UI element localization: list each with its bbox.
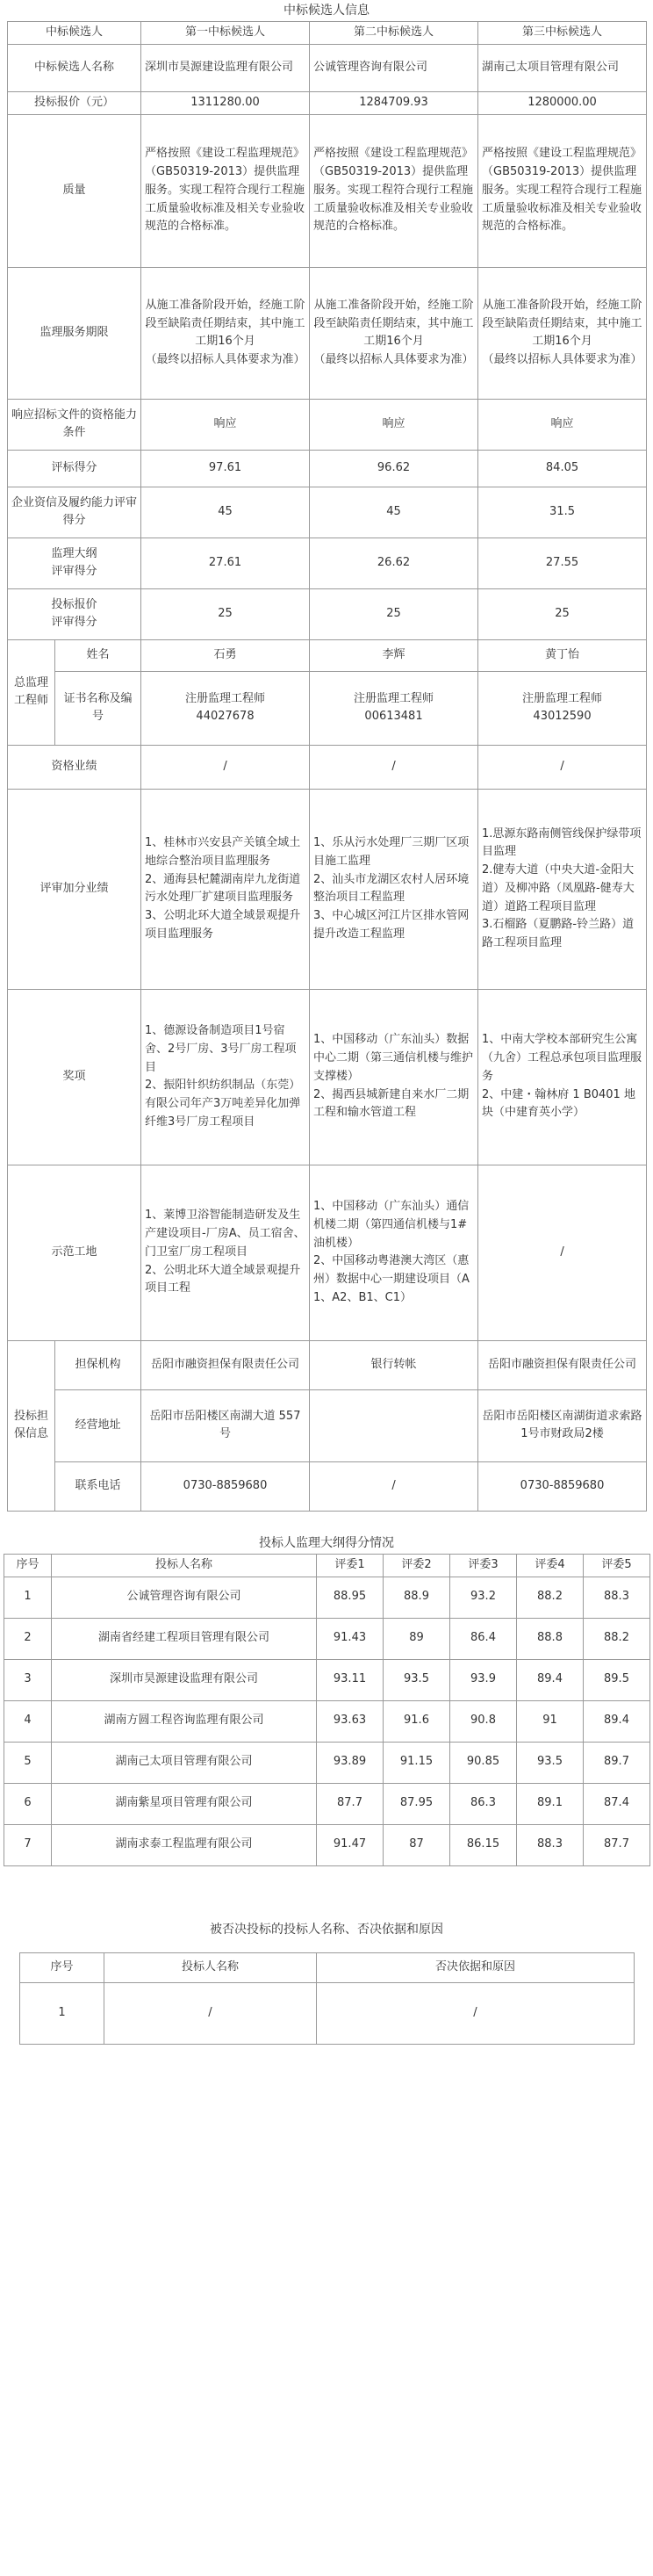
cell: 1284709.93 <box>310 91 478 114</box>
cell: 96.62 <box>310 450 478 487</box>
cell: 93.5 <box>384 1659 450 1700</box>
cell: 89.4 <box>517 1659 584 1700</box>
row-label: 响应招标文件的资格能力条件 <box>8 399 141 450</box>
cell: 31.5 <box>478 487 647 538</box>
cell: 89.1 <box>517 1783 584 1824</box>
table-row <box>8 1340 647 1389</box>
cell: 响应 <box>141 399 310 450</box>
cell: 87.7 <box>584 1824 650 1865</box>
header-cell: 第二中标候选人 <box>310 22 478 45</box>
cell: 86.3 <box>450 1783 517 1824</box>
table-row <box>8 399 647 450</box>
cell: 89.7 <box>584 1742 650 1783</box>
cell: 88.2 <box>584 1618 650 1659</box>
cell: 7 <box>4 1824 52 1865</box>
cell: 1、中国移动（广东汕头）数据中心二期（第三通信机楼与维护支撑楼） 2、揭西县城新建自来水厂二期工程和输水管道工程 <box>310 989 478 1165</box>
cell <box>310 1389 478 1461</box>
cell: 25 <box>310 588 478 639</box>
winner-info-table <box>7 21 647 1512</box>
cell: 90.8 <box>450 1700 517 1742</box>
table-row <box>8 789 647 989</box>
director-group-label: 总监理工程师 <box>8 639 55 745</box>
table-row <box>8 44 647 91</box>
cell: 1280000.00 <box>478 91 647 114</box>
cell: 响应 <box>478 399 647 450</box>
cell: 91 <box>517 1700 584 1742</box>
cell: 26.62 <box>310 538 478 588</box>
cell: 93.9 <box>450 1659 517 1700</box>
cell: 湖南求泰工程监理有限公司 <box>52 1824 317 1865</box>
winner-info-title: 中标候选人信息 <box>283 4 370 18</box>
cell: 严格按照《建设工程监理规范》（GB50319-2013）提供监理服务。实现工程符合现行工程施工质量验收标准及相关专业验收规范的合格标准。 <box>478 114 647 267</box>
table-row <box>4 1742 650 1783</box>
header-cell: 投标人名称 <box>52 1554 317 1577</box>
cell: 84.05 <box>478 450 647 487</box>
cell: 88.2 <box>517 1577 584 1618</box>
table-row <box>4 1783 650 1824</box>
cell: 从施工准备阶段开始，经施工阶段至缺陷责任期结束，其中施工工期16个月 （最终以招标人具体要求为准） <box>141 267 310 399</box>
guarantee-group-label: 投标担保信息 <box>8 1340 55 1511</box>
cell: 86.4 <box>450 1618 517 1659</box>
cell: 从施工准备阶段开始，经施工阶段至缺陷责任期结束，其中施工工期16个月 （最终以招标人具体要求为准） <box>478 267 647 399</box>
cell: 88.8 <box>517 1618 584 1659</box>
table-row <box>4 1577 650 1618</box>
cell: 银行转帐 <box>310 1340 478 1389</box>
cell: 李辉 <box>310 639 478 671</box>
table-row <box>8 588 647 639</box>
cell: 1、中国移动（广东汕头）通信机楼二期（第四通信机楼与1#油机楼） 2、中国移动粤港澳大湾区（惠州）数据中心一期建设项目（A1、A2、B1、C1） <box>310 1165 478 1340</box>
cell: 87.7 <box>317 1783 384 1824</box>
cell: 25 <box>478 588 647 639</box>
cell: 1 <box>20 1982 104 2044</box>
cell: 湖南己太项目管理有限公司 <box>52 1742 317 1783</box>
cell: 2 <box>4 1618 52 1659</box>
cell: 87.95 <box>384 1783 450 1824</box>
cell: 注册监理工程师 44027678 <box>141 671 310 745</box>
table-row <box>8 114 647 267</box>
cell: 27.55 <box>478 538 647 588</box>
row-label: 经营地址 <box>55 1389 141 1461</box>
header-cell: 序号 <box>4 1554 52 1577</box>
table-row <box>4 1618 650 1659</box>
table-row <box>4 1824 650 1865</box>
cell: / <box>478 1165 647 1340</box>
header-cell: 序号 <box>20 1952 104 1982</box>
cell: 86.15 <box>450 1824 517 1865</box>
table-row <box>8 450 647 487</box>
cell: 25 <box>141 588 310 639</box>
table-row <box>20 1982 635 2044</box>
cell: / <box>310 745 478 789</box>
cell: 响应 <box>310 399 478 450</box>
cell: 0730-8859680 <box>141 1461 310 1511</box>
cell: 90.85 <box>450 1742 517 1783</box>
cell: 严格按照《建设工程监理规范》（GB50319-2013）提供监理服务。实现工程符合现行工程施工质量验收标准及相关专业验收规范的合格标准。 <box>310 114 478 267</box>
header-cell: 中标候选人 <box>8 22 141 45</box>
cell: 89.4 <box>584 1700 650 1742</box>
cell: 石勇 <box>141 639 310 671</box>
cell: 从施工准备阶段开始，经施工阶段至缺陷责任期结束，其中施工工期16个月 （最终以招标人具体要求为准） <box>310 267 478 399</box>
cell: 深圳市昊源建设监理有限公司 <box>141 44 310 91</box>
table-row <box>4 1700 650 1742</box>
cell: / <box>478 745 647 789</box>
cell: 1、德源设备制造项目1号宿舍、2号厂房、3号厂房工程项目 2、振阳针织纺织制品（东莞）有限公司年产3万吨差异化加弹纤维3号厂房工程项目 <box>141 989 310 1165</box>
cell: / <box>141 745 310 789</box>
cell: 0730-8859680 <box>478 1461 647 1511</box>
outline-scores-table <box>4 1554 650 1866</box>
table-row <box>8 639 647 671</box>
cell: 1 <box>4 1577 52 1618</box>
outline-scores-title: 投标人监理大纲得分情况 <box>259 1535 394 1550</box>
cell: / <box>310 1461 478 1511</box>
cell: 88.95 <box>317 1577 384 1618</box>
cell: 93.2 <box>450 1577 517 1618</box>
row-label: 监理服务期限 <box>8 267 141 399</box>
cell: 1311280.00 <box>141 91 310 114</box>
row-label: 评标得分 <box>8 450 141 487</box>
cell: 注册监理工程师 43012590 <box>478 671 647 745</box>
table-row <box>8 1389 647 1461</box>
row-label: 投标报价（元） <box>8 91 141 114</box>
cell: 93.5 <box>517 1742 584 1783</box>
cell: 湖南省经建工程项目管理有限公司 <box>52 1618 317 1659</box>
cell: 黄丁怡 <box>478 639 647 671</box>
cell: 27.61 <box>141 538 310 588</box>
table-row <box>8 1165 647 1340</box>
header-cell: 第三中标候选人 <box>478 22 647 45</box>
cell: 88.9 <box>384 1577 450 1618</box>
cell: 注册监理工程师 00613481 <box>310 671 478 745</box>
row-label: 奖项 <box>8 989 141 1165</box>
header-cell: 评委5 <box>584 1554 650 1577</box>
cell: 1、桂林市兴安县产关镇全域土地综合整治项目监理服务 2、通海县杞麓湖南岸九龙街道污水处理厂扩建项目监理服务 3、公明北环大道全域景观提升项目监理服务 <box>141 789 310 989</box>
cell: 88.3 <box>517 1824 584 1865</box>
cell: 湖南方圆工程咨询监理有限公司 <box>52 1700 317 1742</box>
cell: 1.思源东路南侧管线保护绿带项目监理 2.健寿大道（中央大道-金阳大道）及柳冲路（凤凰路-健寿大道）道路工程项目监理 3.石榴路（夏鹏路-铃兰路）道路工程项目监理 <box>478 789 647 989</box>
table-row <box>8 91 647 114</box>
cell: 6 <box>4 1783 52 1824</box>
cell: 深圳市昊源建设监理有限公司 <box>52 1659 317 1700</box>
table-row <box>4 1659 650 1700</box>
table-row <box>8 1461 647 1511</box>
table-header-row <box>8 22 647 45</box>
row-label: 企业资信及履约能力评审得分 <box>8 487 141 538</box>
row-label: 投标报价 评审得分 <box>8 588 141 639</box>
table-row <box>8 487 647 538</box>
cell: 93.89 <box>317 1742 384 1783</box>
row-label: 示范工地 <box>8 1165 141 1340</box>
cell: 岳阳市岳阳楼区南湖街道求索路1号市财政局2楼 <box>478 1389 647 1461</box>
cell: 1、中南大学校本部研究生公寓（九舍）工程总承包项目监理服务 2、中建・翰林府 1 B0401 地块（中建育英小学） <box>478 989 647 1165</box>
row-label: 评审加分业绩 <box>8 789 141 989</box>
table-row <box>8 989 647 1165</box>
cell: 45 <box>141 487 310 538</box>
row-label: 中标候选人名称 <box>8 44 141 91</box>
cell: / <box>104 1982 317 2044</box>
cell: 1、莱博卫浴智能制造研发及生产建设项目-厂房A、员工宿舍、门卫室厂房工程项目 2、公明北环大道全域景观提升项目工程 <box>141 1165 310 1340</box>
table-row <box>8 267 647 399</box>
cell: 严格按照《建设工程监理规范》（GB50319-2013）提供监理服务。实现工程符合现行工程施工质量验收标准及相关专业验收规范的合格标准。 <box>141 114 310 267</box>
header-cell: 评委3 <box>450 1554 517 1577</box>
cell: 湖南紫星项目管理有限公司 <box>52 1783 317 1824</box>
cell: 公诚管理咨询有限公司 <box>52 1577 317 1618</box>
row-label: 质量 <box>8 114 141 267</box>
cell: 89 <box>384 1618 450 1659</box>
cell: 91.43 <box>317 1618 384 1659</box>
cell: / <box>317 1982 635 2044</box>
cell: 87 <box>384 1824 450 1865</box>
cell: 91.47 <box>317 1824 384 1865</box>
header-cell: 否决依据和原因 <box>317 1952 635 1982</box>
row-label: 资格业绩 <box>8 745 141 789</box>
cell: 5 <box>4 1742 52 1783</box>
cell: 3 <box>4 1659 52 1700</box>
header-cell: 第一中标候选人 <box>141 22 310 45</box>
cell: 1、乐从污水处理厂三期厂区项目施工监理 2、汕头市龙湖区农村人居环境整治项目工程监理 3、中心城区河江片区排水管网提升改造工程监理 <box>310 789 478 989</box>
header-cell: 评委2 <box>384 1554 450 1577</box>
table-row <box>8 745 647 789</box>
header-cell: 评委4 <box>517 1554 584 1577</box>
table-row <box>8 538 647 588</box>
cell: 89.5 <box>584 1659 650 1700</box>
cell: 4 <box>4 1700 52 1742</box>
row-label: 证书名称及编号 <box>55 671 141 745</box>
row-label: 联系电话 <box>55 1461 141 1511</box>
header-cell: 评委1 <box>317 1554 384 1577</box>
table-row <box>8 671 647 745</box>
cell: 88.3 <box>584 1577 650 1618</box>
cell: 87.4 <box>584 1783 650 1824</box>
cell: 湖南己太项目管理有限公司 <box>478 44 647 91</box>
cell: 97.61 <box>141 450 310 487</box>
cell: 93.63 <box>317 1700 384 1742</box>
table-header-row <box>20 1952 635 1982</box>
table-header-row <box>4 1554 650 1577</box>
rejected-title: 被否决投标的投标人名称、否决依据和原因 <box>210 1922 443 1937</box>
cell: 岳阳市融资担保有限责任公司 <box>141 1340 310 1389</box>
rejected-table <box>19 1952 635 2045</box>
row-label: 监理大纲 评审得分 <box>8 538 141 588</box>
cell: 93.11 <box>317 1659 384 1700</box>
cell: 岳阳市融资担保有限责任公司 <box>478 1340 647 1389</box>
header-cell: 投标人名称 <box>104 1952 317 1982</box>
cell: 91.6 <box>384 1700 450 1742</box>
row-label: 姓名 <box>55 639 141 671</box>
cell: 公诚管理咨询有限公司 <box>310 44 478 91</box>
cell: 91.15 <box>384 1742 450 1783</box>
cell: 岳阳市岳阳楼区南湖大道 557号 <box>141 1389 310 1461</box>
cell: 45 <box>310 487 478 538</box>
row-label: 担保机构 <box>55 1340 141 1389</box>
